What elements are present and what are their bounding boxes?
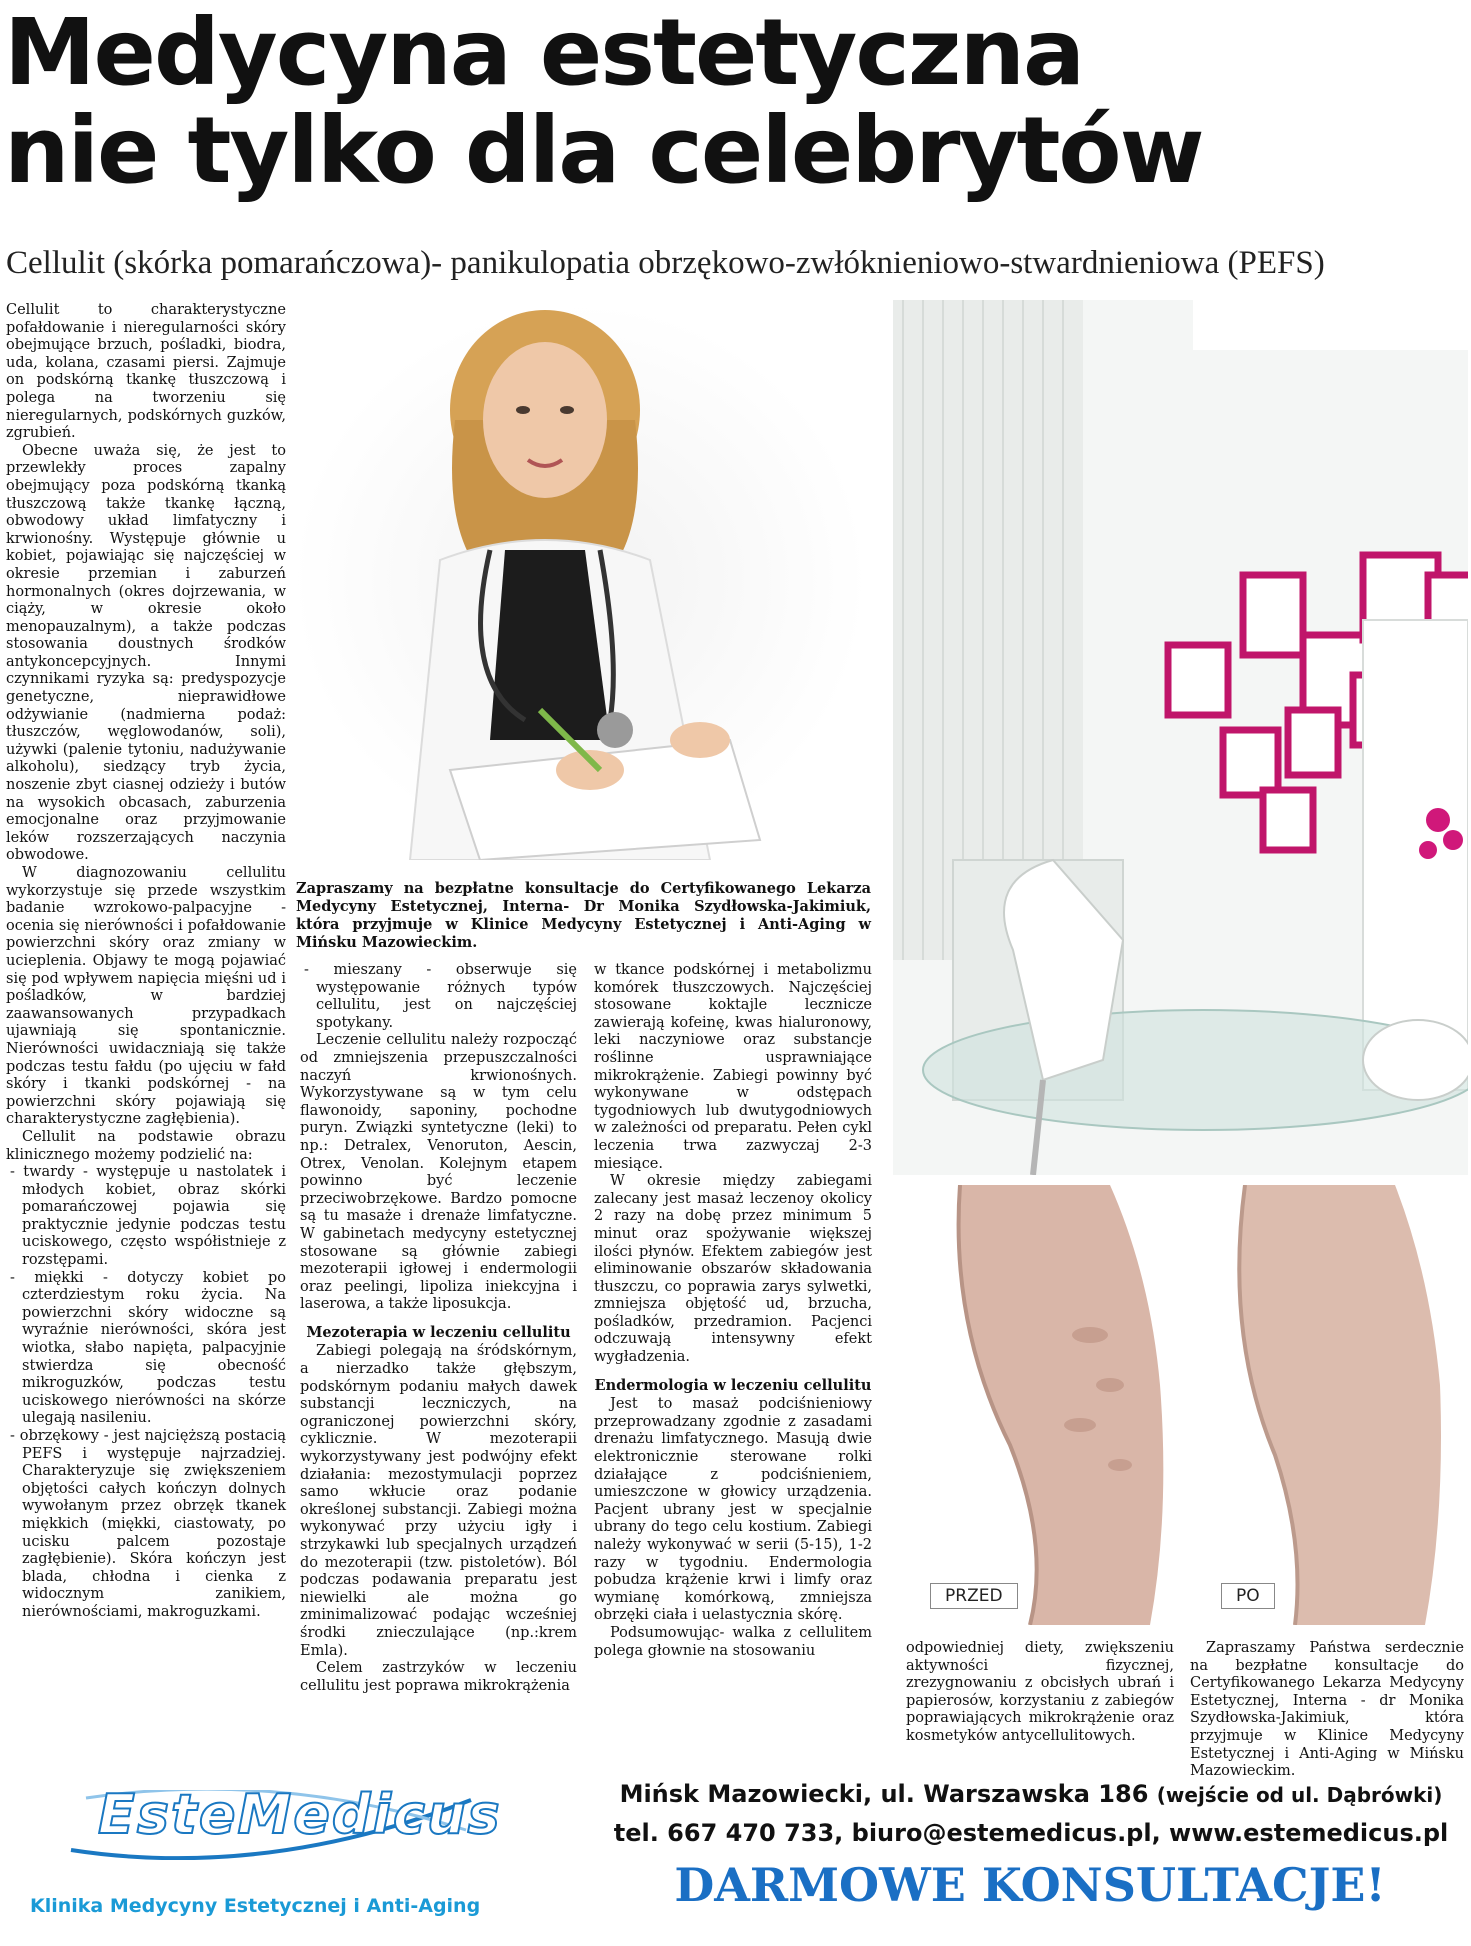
paragraph: Zabiegi polegają na śródskórnym, a nierzadko także głębszym, podskórnym podaniu małych dawek substancji leczniczych, na ograniczonej powierzchni skóry, cyklicznie. W mezoterapii wykorzystywany jest podwójny efekt działania: mezostymulacji poprzez samo wkłucie oraz podanie określonej substancji. Zabiegi można wykonywać przy użyciu igły i strzykawki lub specjalnych urządzeń do mezoterapii (tzw. pistoletów). Ból podczas podawania preparatu jest niewielki ale można go zminimalizować podając wcześniej środki znieczulające (np.:krem Emla).	[300, 1343, 577, 1659]
free-consultation-headline: DARMOWE KONSULTACJE!	[674, 1858, 1386, 1912]
contact-line: tel. 667 470 733, biuro@estemedicus.pl, www.estemedicus.pl	[613, 1819, 1449, 1847]
paragraph: W okresie między zabiegami zalecany jest masaż leczenoy okolicy 2 razy na dobę przez minimum 5 minut oraz spożywanie większej ilości płynów. Efektem zabiegów jest eliminowanie obszarów składowania tłuszczu, co poprawia zarys sylwetki, zmniejsza objętość ud, brzucha, pośladków, przedramion. Pacjenci odczuwają intensywny efekt wygładzenia.	[594, 1173, 872, 1366]
paragraph: w tkance podskórnej i metabolizmu komórek tłuszczowych. Najczęściej stosowane koktajle lecznicze zawierają kofeinę, kwas hialuronowy, leki naczyniowe oraz substancje roślinne usprawniające mikrokrążenie. Zabiegi powinny być wykonywane w odstępach tygodniowych lub dwutygodniowych w zależności od preparatu. Pełen cykl leczenia trwa zazwyczaj 2-3 miesiące.	[594, 962, 872, 1172]
photo-caption: Zapraszamy na bezpłatne konsultacje do Certyfikowanego Lekarza Medycyny Estetycznej, Interna- Dr Monika Szydłowska-Jakimiuk, która przyjmuje w Klinice Medycyny Estetycznej i Anti-Aging w Mińsku Mazowieckim.	[296, 880, 871, 951]
headline-line-2: nie tylko dla celebrytów	[4, 97, 1203, 204]
doctor-photo	[290, 300, 870, 860]
address-note: (wejście od ul. Dąbrówki)	[1156, 1783, 1443, 1807]
clinic-interior-illustration	[893, 300, 1468, 1175]
paragraph: W diagnozowaniu cellulitu wykorzystuje się przede wszystkim badanie wzrokowo-palpacyjne - ocenia się nierówności i pofałdowanie powierzchni skóry oraz zmiany w ucieplenia. Objawy te mogą pojawiać się pod wpływem napięcia mięśni ud i pośladków, w bardziej zaawansowanych przypadkach ujawniają się spontanicznie. Nierówności uwidaczniają się także podczas testu fałdu (po ujęciu w fałd skóry i tkanki podskórnej - na powierzchni skóry pojawiają się charakterystyczne zagłębienia).	[6, 865, 286, 1128]
before-leg-illustration	[920, 1185, 1185, 1625]
list-item: - obrzękowy - jest najcięższą postacią PEFS i występuje najrzadziej. Charakteryzuje się zwiększeniem objętości całych kończyn dolnych wywołanym przez obrzęk tkanek miękkich (miękki, ciastowaty, po ucisku palcem pozostaje zagłębienie). Skóra kończyn jest blada, chłodna i cienka z widocznym zanikiem, nierównościami, makroguzkami.	[6, 1428, 286, 1622]
clinic-interior-photo	[893, 300, 1468, 1175]
paragraph: Cellulit to charakterystyczne pofałdowanie i nieregularności skóry obejmujące brzuch, pośladki, biodra, uda, kolana, czasami piersi. Zajmuje on podskórną tkankę tłuszczową i polega na tworzeniu się nieregularnych, podskórnych guzków, zgrubień.	[6, 302, 286, 442]
section-heading: Endermologia w leczeniu cellulitu	[594, 1376, 872, 1394]
after-leg-illustration	[1195, 1185, 1468, 1625]
clinic-tagline: Klinika Medycyny Estetycznej i Anti-Aging	[30, 1895, 481, 1917]
contact-block	[596, 1775, 1466, 1852]
address-line	[596, 1775, 1466, 1814]
list-item: - miękki - dotyczy kobiet po czterdziestym roku życia. Na powierzchni skóry widoczne są wyraźnie nierówności, skóra jest wiotka, słabo napięta, palpacyjnie stwierdza się obecność mikroguzków, podczas testu uciskowego nierówności na skórze ulegają nasileniu.	[6, 1270, 286, 1428]
column-5	[1190, 1640, 1464, 1781]
paragraph: odpowiedniej diety, zwiększeniu aktywności fizycznej, zrezygnowaniu z obcisłych ubrań i papierosów, korzystaniu z zabiegów poprawiających mikrokrążenie oraz kosmetyków antycellulitowych.	[906, 1640, 1174, 1744]
column-4	[906, 1640, 1174, 1746]
list-item: - mieszany - obserwuje się występowanie różnych typów cellulitu, jest on najczęściej spotykany.	[300, 962, 577, 1032]
paragraph: Zapraszamy Państwa serdecznie na bezpłatne konsultacje do Certyfikowanego Lekarza Medycyny Estetycznej, Interna - dr Monika Szydłowska-Jakimiuk, która przyjmuje w Klinice Medycyny Estetycznej i Anti-Aging w Mińsku Mazowieckim.	[1190, 1640, 1464, 1780]
column-3	[594, 962, 872, 1660]
paragraph: Obecne uważa się, że jest to przewlekły proces zapalny obejmujący poza podskórną tkanką tłuszczową także tkankę łączną, obwodowy układ limfatyczny i krwionośny. Występuje głównie u kobiet, pojawiając się najczęściej w okresie przemian i zaburzeń hormonalnych (okres dojrzewania, w ciąży, w okresie około menopauzalnym), a także podczas stosowania doustnych środków antykoncepcyjnych. Innymi czynnikami ryzyka są: predyspozycje genetyczne, nieprawidłowe odżywianie (nadmierna podaż: tłuszczów, węglowodanów, soli), używki (palenie tytoniu, nadużywanie alkoholu), siedzący tryb życia, noszenie zbyt ciasnej odzieży i butów na wysokich obcasach, zaburzenia emocjonalne oraz przyjmowanie leków rozszerzających naczynia obwodowe.	[6, 442, 286, 864]
paragraph: Celem zastrzyków w leczeniu cellulitu jest poprawa mikrokrążenia	[300, 1660, 577, 1694]
section-heading: Mezoterapia w leczeniu cellulitu	[306, 1323, 571, 1341]
paragraph: Leczenie cellulitu należy rozpocząć od zmniejszenia przepuszczalności naczyń krwionośnych. Wykorzystywane są w tym celu flawonoidy, saponiny, pochodne puryn. Związki syntetyczne (leki) to np.: Detralex, Venoruton, Aescin, Otrex, Venolan. Kolejnym etapem powinno być leczenie przeciwobrzękowe. Bardzo pomocne są tu masaże i drenaże limfatyczne. W gabinetach medycyny estetycznej stosowane są głównie zabiegi mezoterapii igłowej i endermologii oraz peelingi, lipoliza iniekcyjna i laserowa, a także liposukcja.	[300, 1032, 577, 1313]
before-photo	[920, 1185, 1185, 1625]
before-label: PRZED	[930, 1583, 1018, 1609]
after-photo	[1195, 1185, 1468, 1625]
subhead: Cellulit (skórka pomarańczowa)- panikulopatia obrzękowo-zwłóknieniowo-stwardnieniowa (PEFS)	[6, 245, 1325, 281]
column-1	[6, 302, 286, 1622]
column-2	[300, 962, 577, 1695]
paragraph: Podsumowując- walka z cellulitem polega głownie na stosowaniu	[594, 1624, 872, 1659]
headline-line-1: Medycyna estetyczna	[4, 0, 1084, 106]
paragraph: Cellulit na podstawie obrazu klinicznego możemy podzielić na:	[6, 1128, 286, 1163]
after-label: PO	[1221, 1583, 1275, 1609]
headline	[4, 0, 1464, 204]
doctor-illustration	[290, 300, 870, 860]
paragraph: Jest to masaż podciśnieniowy przeprowadzany zgodnie z zasadami drenażu limfatycznego. Masują dwie elektronicznie sterowane rolki działające z podciśnieniem, umieszczone w głowicy urządzenia. Pacjent ubrany jest w specjalnie ubrany do tego celu kostium. Zabiegi należy wykonywać w serii (5-15), 1-2 razy w tygodniu. Endermologia pobudza krążenie krwi i limfy oraz wymianę komórkową, zmniejsza obrzęki ciała i uelastycznia skórę.	[594, 1396, 872, 1624]
list-item: - twardy - występuje u nastolatek i młodych kobiet, obraz skórki pomarańczowej pojawia się praktycznie jedynie podczas testu uciskowego, często współistnieje z rozstępami.	[6, 1164, 286, 1270]
cellulite-types-list	[6, 1164, 286, 1621]
cellulite-types-list-cont	[300, 962, 577, 1032]
address: Mińsk Mazowiecki, ul. Warszawska 186	[619, 1780, 1149, 1808]
logo: EsteMedicus	[98, 1783, 502, 1846]
